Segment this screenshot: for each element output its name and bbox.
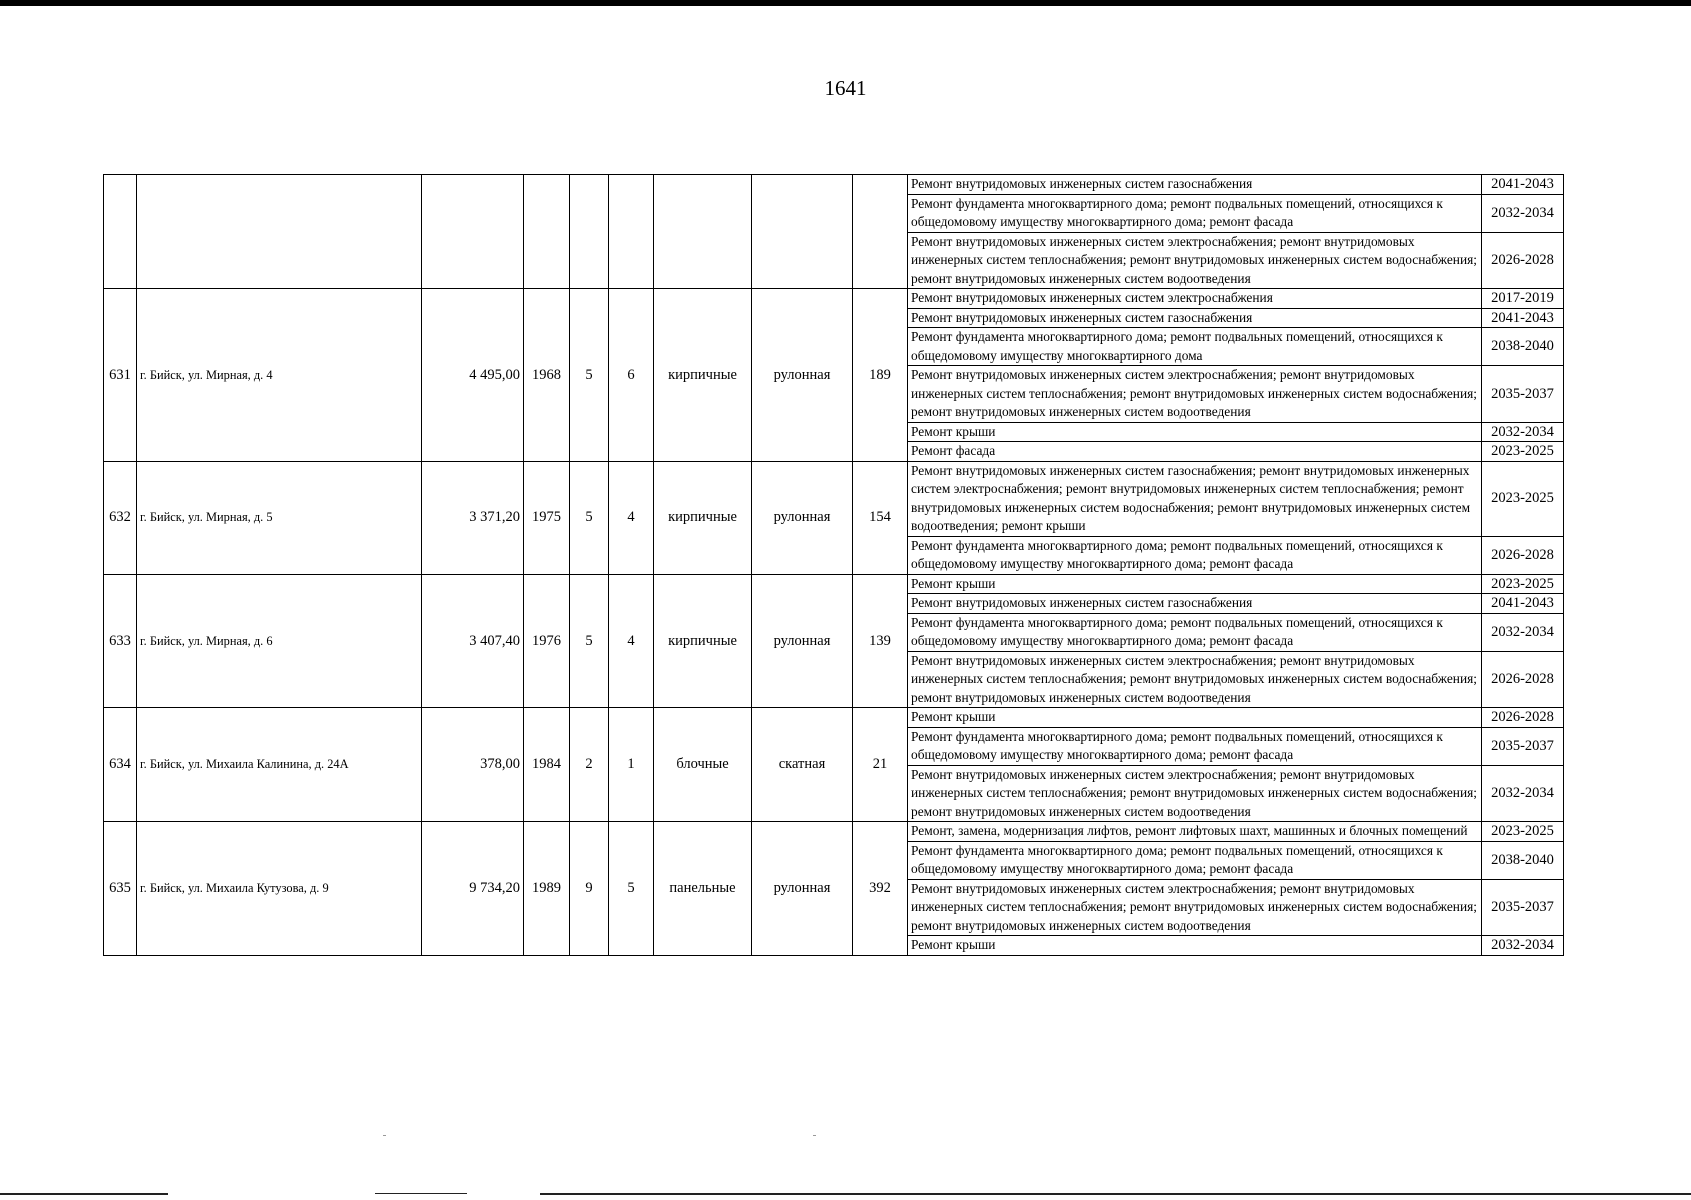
wall-material: кирпичные [654, 574, 752, 708]
table-row [104, 708, 1564, 728]
roof-type: скатная [752, 708, 853, 822]
work-description: Ремонт внутридомовых инженерных систем электроснабжения; ремонт внутридомовых инженерных систем теплоснабжения; ремонт внутридомовых инженерных систем водоснабжения; ремонт внутридомовых инженерных систем водоотведения [908, 879, 1482, 936]
row-number: 634 [104, 708, 137, 822]
work-description: Ремонт крыши [908, 574, 1482, 594]
work-description: Ремонт фундамента многоквартирного дома; ремонт подвальных помещений, относящихся к общедомовому имуществу многоквартирного дома; ремонт фасада [908, 194, 1482, 232]
entrances-count: 5 [609, 822, 654, 956]
wall-material: панельные [654, 822, 752, 956]
build-year: 1989 [524, 822, 570, 956]
work-period: 2041-2043 [1482, 594, 1564, 614]
work-description: Ремонт внутридомовых инженерных систем газоснабжения [908, 594, 1482, 614]
work-period: 2035-2037 [1482, 366, 1564, 423]
work-period: 2023-2025 [1482, 461, 1564, 536]
floors-count: 5 [570, 289, 609, 462]
work-period: 2032-2034 [1482, 194, 1564, 232]
work-description: Ремонт крыши [908, 708, 1482, 728]
residents-count: 392 [853, 822, 908, 956]
building-address: г. Бийск, ул. Мирная, д. 5 [137, 461, 422, 574]
work-description: Ремонт фасада [908, 442, 1482, 462]
total-area: 3 407,40 [422, 574, 524, 708]
building-address: г. Бийск, ул. Михаила Калинина, д. 24А [137, 708, 422, 822]
row-number: 633 [104, 574, 137, 708]
entrances-count: 4 [609, 574, 654, 708]
row-number: 632 [104, 461, 137, 574]
work-period: 2041-2043 [1482, 175, 1564, 195]
work-description: Ремонт внутридомовых инженерных систем газоснабжения [908, 175, 1482, 195]
work-period: 2017-2019 [1482, 289, 1564, 309]
scan-speck [383, 1135, 386, 1136]
work-description: Ремонт фундамента многоквартирного дома; ремонт подвальных помещений, относящихся к общедомовому имуществу многоквартирного дома; ремонт фасада [908, 613, 1482, 651]
table-row [104, 574, 1564, 594]
wall-material: кирпичные [654, 289, 752, 462]
page-number: 1641 [824, 76, 867, 100]
build-year [524, 175, 570, 289]
work-period: 2026-2028 [1482, 651, 1564, 708]
work-description: Ремонт внутридомовых инженерных систем газоснабжения; ремонт внутридомовых инженерных систем электроснабжения; ремонт внутридомовых инженерных систем теплоснабжения; ремонт внутридомовых инженерных систем водоснабжения; ремонт внутридомовых инженерных систем водоотведения; ремонт крыши [908, 461, 1482, 536]
work-description: Ремонт внутридомовых инженерных систем газоснабжения [908, 308, 1482, 328]
floors-count [570, 175, 609, 289]
floors-count: 9 [570, 822, 609, 956]
table-row [104, 289, 1564, 309]
work-period: 2032-2034 [1482, 613, 1564, 651]
work-period: 2023-2025 [1482, 442, 1564, 462]
residents-count: 189 [853, 289, 908, 462]
build-year: 1976 [524, 574, 570, 708]
residents-count: 154 [853, 461, 908, 574]
work-description: Ремонт внутридомовых инженерных систем электроснабжения; ремонт внутридомовых инженерных систем теплоснабжения; ремонт внутридомовых инженерных систем водоснабжения; ремонт внутридомовых инженерных систем водоотведения [908, 232, 1482, 289]
table-row [104, 461, 1564, 536]
work-period: 2035-2037 [1482, 879, 1564, 936]
build-year: 1975 [524, 461, 570, 574]
total-area: 378,00 [422, 708, 524, 822]
work-period: 2032-2034 [1482, 936, 1564, 956]
work-description: Ремонт, замена, модернизация лифтов, ремонт лифтовых шахт, машинных и блочных помещений [908, 822, 1482, 842]
work-period: 2038-2040 [1482, 841, 1564, 879]
scan-artifact-line [375, 1193, 467, 1194]
work-description: Ремонт внутридомовых инженерных систем электроснабжения; ремонт внутридомовых инженерных систем теплоснабжения; ремонт внутридомовых инженерных систем водоснабжения; ремонт внутридомовых инженерных систем водоотведения [908, 366, 1482, 423]
roof-type: рулонная [752, 461, 853, 574]
work-period: 2032-2034 [1482, 765, 1564, 822]
work-period: 2026-2028 [1482, 232, 1564, 289]
total-area: 4 495,00 [422, 289, 524, 462]
roof-type [752, 175, 853, 289]
work-period: 2026-2028 [1482, 536, 1564, 574]
entrances-count: 1 [609, 708, 654, 822]
work-description: Ремонт крыши [908, 936, 1482, 956]
work-description: Ремонт фундамента многоквартирного дома; ремонт подвальных помещений, относящихся к общедомовому имуществу многоквартирного дома [908, 328, 1482, 366]
work-description: Ремонт фундамента многоквартирного дома; ремонт подвальных помещений, относящихся к общедомовому имуществу многоквартирного дома; ремонт фасада [908, 727, 1482, 765]
work-description: Ремонт крыши [908, 422, 1482, 442]
building-address: г. Бийск, ул. Мирная, д. 6 [137, 574, 422, 708]
work-period: 2035-2037 [1482, 727, 1564, 765]
table-row [104, 822, 1564, 842]
entrances-count: 4 [609, 461, 654, 574]
row-number [104, 175, 137, 289]
scan-top-border [0, 0, 1691, 6]
roof-type: рулонная [752, 574, 853, 708]
work-period: 2041-2043 [1482, 308, 1564, 328]
residents-count: 21 [853, 708, 908, 822]
floors-count: 2 [570, 708, 609, 822]
building-address: г. Бийск, ул. Мирная, д. 4 [137, 289, 422, 462]
work-description: Ремонт фундамента многоквартирного дома; ремонт подвальных помещений, относящихся к общедомовому имуществу многоквартирного дома; ремонт фасада [908, 536, 1482, 574]
work-description: Ремонт внутридомовых инженерных систем электроснабжения; ремонт внутридомовых инженерных систем теплоснабжения; ремонт внутридомовых инженерных систем водоснабжения; ремонт внутридомовых инженерных систем водоотведения [908, 765, 1482, 822]
building-repair-table [103, 174, 1564, 956]
floors-count: 5 [570, 461, 609, 574]
residents-count: 139 [853, 574, 908, 708]
work-description: Ремонт внутридомовых инженерных систем электроснабжения [908, 289, 1482, 309]
scan-artifact-line [0, 1193, 168, 1195]
row-number: 631 [104, 289, 137, 462]
build-year: 1984 [524, 708, 570, 822]
roof-type: рулонная [752, 289, 853, 462]
work-period: 2038-2040 [1482, 328, 1564, 366]
build-year: 1968 [524, 289, 570, 462]
work-period: 2032-2034 [1482, 422, 1564, 442]
scan-speck [813, 1135, 816, 1136]
work-period: 2023-2025 [1482, 574, 1564, 594]
wall-material: кирпичные [654, 461, 752, 574]
row-number: 635 [104, 822, 137, 956]
total-area: 3 371,20 [422, 461, 524, 574]
residents-count [853, 175, 908, 289]
entrances-count [609, 175, 654, 289]
building-address [137, 175, 422, 289]
wall-material [654, 175, 752, 289]
scan-artifact-line [540, 1193, 1691, 1195]
total-area: 9 734,20 [422, 822, 524, 956]
total-area [422, 175, 524, 289]
floors-count: 5 [570, 574, 609, 708]
roof-type: рулонная [752, 822, 853, 956]
entrances-count: 6 [609, 289, 654, 462]
work-period: 2023-2025 [1482, 822, 1564, 842]
work-description: Ремонт фундамента многоквартирного дома; ремонт подвальных помещений, относящихся к общедомовому имуществу многоквартирного дома; ремонт фасада [908, 841, 1482, 879]
work-period: 2026-2028 [1482, 708, 1564, 728]
wall-material: блочные [654, 708, 752, 822]
table-body [104, 175, 1564, 956]
building-address: г. Бийск, ул. Михаила Кутузова, д. 9 [137, 822, 422, 956]
table-row [104, 175, 1564, 195]
work-description: Ремонт внутридомовых инженерных систем электроснабжения; ремонт внутридомовых инженерных систем теплоснабжения; ремонт внутридомовых инженерных систем водоснабжения; ремонт внутридомовых инженерных систем водоотведения [908, 651, 1482, 708]
